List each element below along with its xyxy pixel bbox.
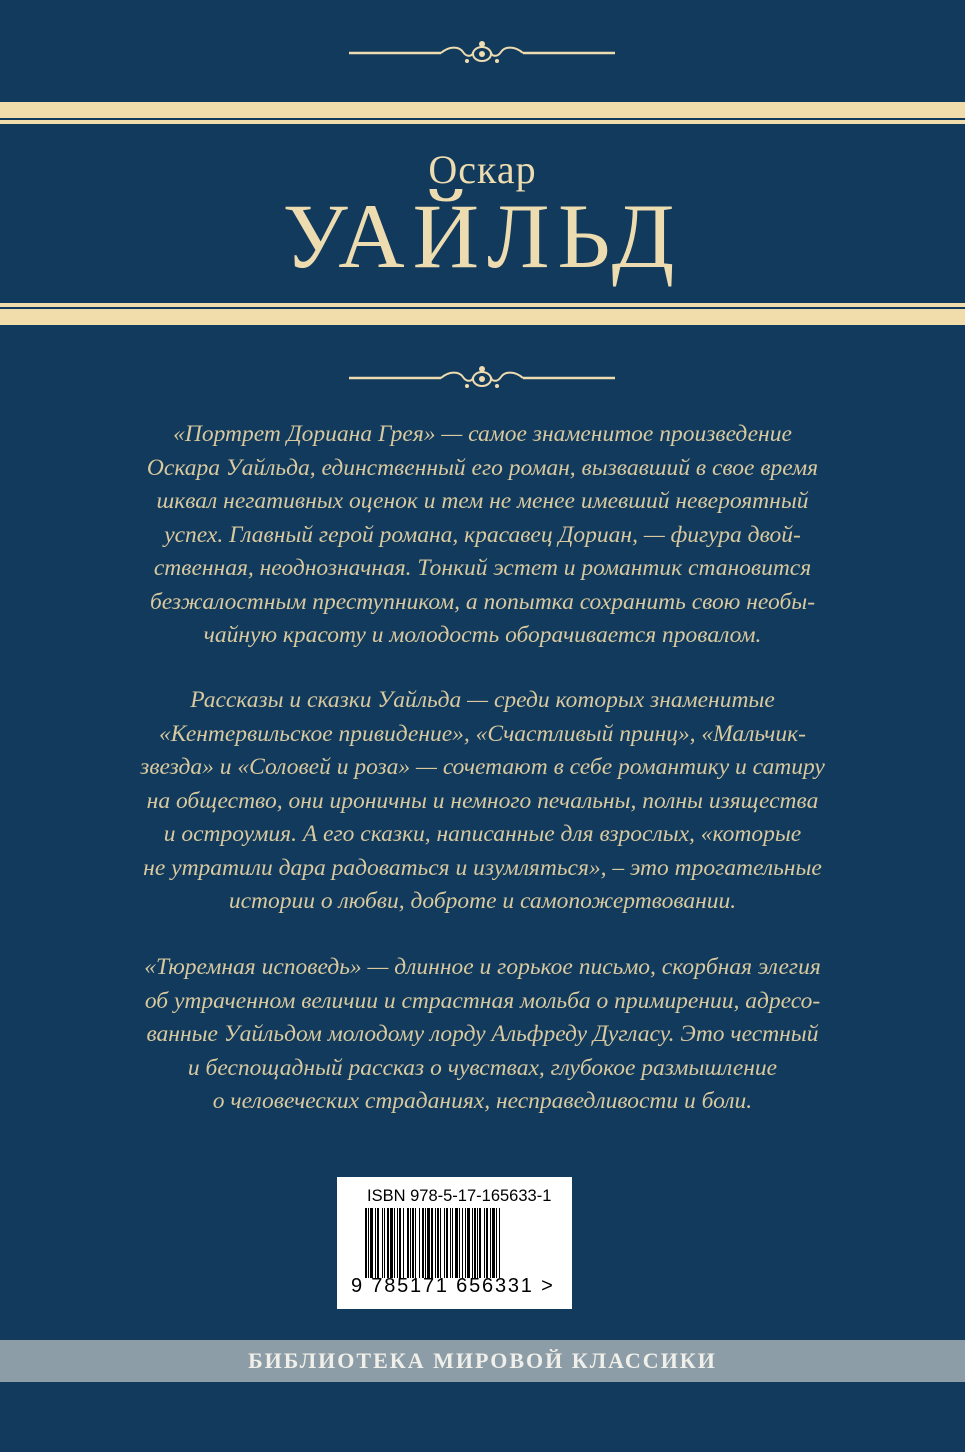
barcode-icon [365,1208,551,1278]
blurb-line: успех. Главный герой романа, красавец Дориан, — фигура двой- [164,521,801,548]
series-strip [0,1340,965,1382]
blurb-line: «Портрет Дориана Грея» — самое знаменитое произведение [173,421,792,447]
blurb-line: о человеческих страданиях, несправедливости и боли. [212,1088,753,1114]
decorative-band [0,309,965,325]
decorative-band-thin [0,303,965,307]
author-last-name: УАЙЛЬД [282,185,683,287]
isbn-label: ISBN 978-5-17-165633-1 [367,1187,552,1205]
blurb-line: безжалостным преступником, а попытка сохранить свою необы- [149,588,816,615]
blurb-line: истории о любви, доброте и самопожертвовании. [228,888,737,914]
blurb-line: звезда» и «Соловей и роза» — сочетают в себе романтику и сатиру [140,754,825,780]
blurb-line: ственная, неоднозначная. Тонкий эстет и романтик становится [153,555,812,581]
blurb-line: на общество, они ироничны и немного печальны, полны изящества [146,787,819,814]
isbn-barcode-box [337,1177,572,1309]
blurb-line: Оскара Уайльда, единственный его роман, вызвавший в свое время [146,454,819,481]
decorative-band-thin [0,120,965,124]
ornament-scroll-icon [349,40,615,64]
ornament-scroll-icon [349,365,615,389]
author-first-name: Оскар [428,147,537,192]
blurb-paragraph-prison-confession [60,951,905,1119]
series-title: БИБЛИОТЕКА МИРОВОЙ КЛАССИКИ [248,1348,717,1373]
blurb-line: «Тюремная исповедь» — длинное и горькое письмо, скорбная элегия [144,954,821,980]
blurb-line: Рассказы и сказки Уайльда — среди которых знаменитые [190,687,775,713]
blurb-line: ванные Уайльдом молодому лорду Альфреду Дугласу. Это честный [146,1021,819,1047]
barcode-digits: 9 785171 656331 > [351,1275,555,1297]
blurb-line: не утратили дара радоваться и изумляться», – это трогательные [143,854,822,881]
decorative-band [0,102,965,118]
blurb-paragraph-dorian-gray [60,418,905,653]
blurb-line: «Кентервильское привидение», «Счастливый принц», «Мальчик- [159,720,806,747]
blurb-paragraph-stories [60,684,905,919]
blurb-line: и беспощадный рассказ о чувствах, глубокое размышление [187,1054,778,1081]
blurb-line: чайную красоту и молодость оборачивается провалом. [203,622,762,648]
blurb-line: об утраченном величии и страстная мольба о примирении, адресо- [144,987,821,1014]
blurb-line: шквал негативных оценок и тем не менее имевший невероятный [156,488,809,514]
blurb-line: и остроумия. А его сказки, написанные для взрослых, «которые [163,821,802,847]
